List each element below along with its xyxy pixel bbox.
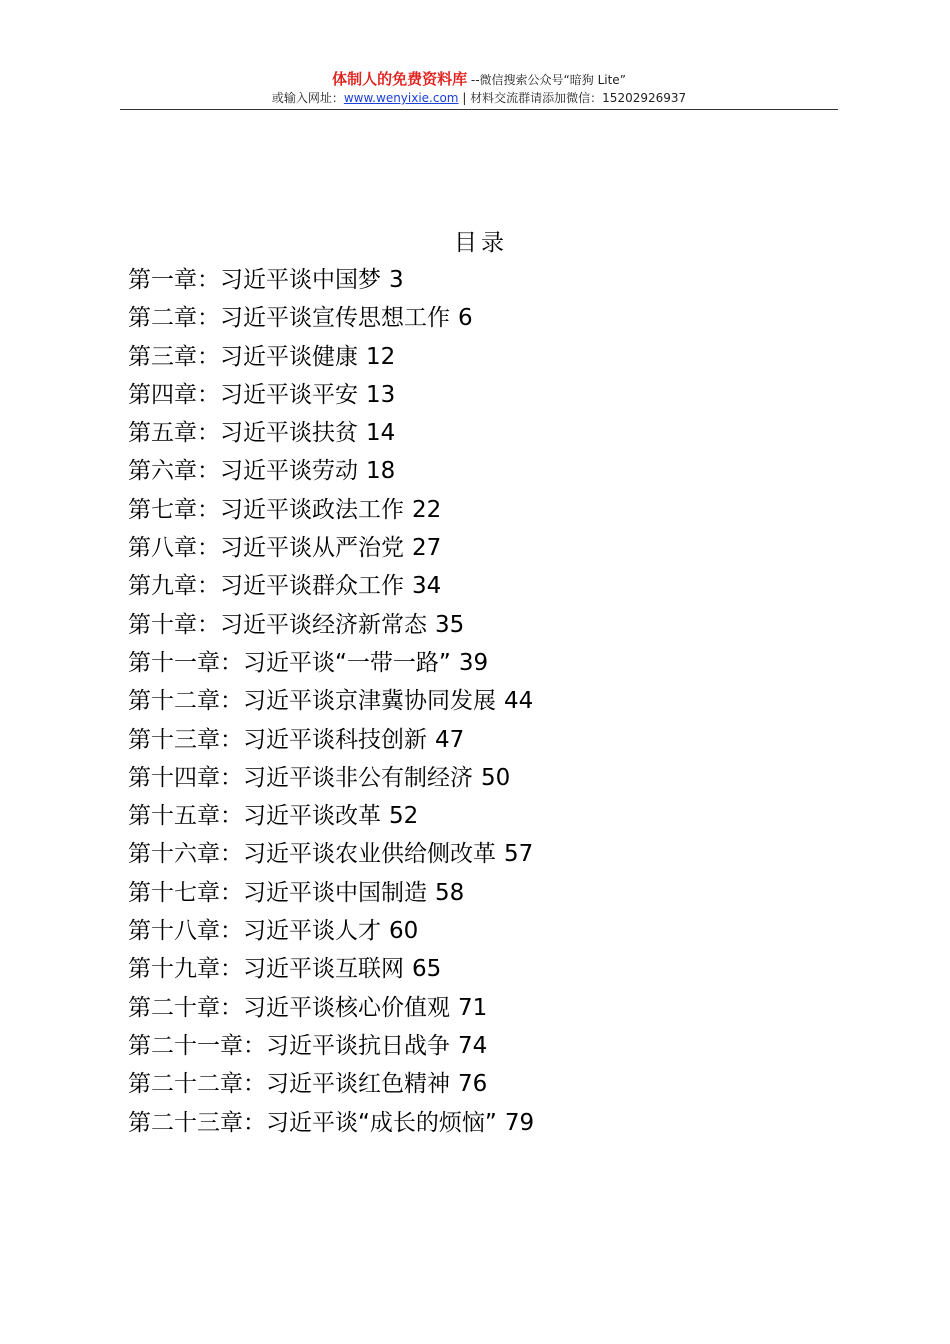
toc-page-number: 6 [458, 305, 473, 332]
toc-chapter-label: 第十六章：习近平谈农业供给侧改革 [128, 841, 496, 868]
toc-page-number: 12 [366, 343, 396, 370]
toc-title: 目录 [454, 230, 508, 256]
header-tagline: --微信搜索公众号“暗狗 Lite” [467, 73, 626, 87]
toc-chapter-label: 第二十章：习近平谈核心价值观 [128, 994, 450, 1021]
toc-item[interactable] [128, 835, 534, 873]
toc-item[interactable] [128, 721, 534, 759]
toc-page-number: 74 [458, 1032, 488, 1059]
toc-item[interactable] [128, 606, 534, 644]
toc-chapter-label: 第十章：习近平谈经济新常态 [128, 611, 427, 638]
toc-item[interactable] [128, 950, 534, 988]
toc-item[interactable] [128, 1027, 534, 1065]
toc-chapter-label: 第六章：习近平谈劳动 [128, 458, 358, 485]
toc-item[interactable] [128, 491, 534, 529]
toc-page-number: 27 [412, 535, 442, 562]
toc-page-number: 39 [458, 649, 489, 676]
page-header [120, 70, 838, 107]
toc-item[interactable] [128, 644, 534, 682]
toc-page-number: 44 [504, 688, 534, 715]
toc-item[interactable] [128, 414, 534, 452]
toc-item[interactable] [128, 682, 534, 720]
toc-page-number: 65 [412, 956, 442, 983]
toc-chapter-label: 第九章：习近平谈群众工作 [128, 573, 404, 600]
toc-chapter-label: 第一章：习近平谈中国梦 [128, 267, 381, 293]
toc-chapter-label: 第十五章：习近平谈改革 [128, 803, 381, 830]
toc-chapter-label: 第二十三章：习近平谈“成长的烦恼” [128, 1109, 497, 1136]
toc-chapter-label: 第十七章：习近平谈中国制造 [128, 879, 427, 906]
toc-chapter-label: 第七章：习近平谈政法工作 [128, 496, 404, 523]
toc-page-number: 18 [366, 458, 396, 485]
toc-item[interactable] [128, 452, 534, 490]
website-link[interactable]: www.wenyixie.com [343, 91, 459, 105]
header-line-2 [120, 90, 838, 107]
toc-chapter-label: 第三章：习近平谈健康 [128, 343, 358, 370]
toc-page-number: 22 [412, 496, 442, 523]
contact-text: | 材料交流群请添加微信：15202926937 [458, 91, 687, 105]
toc-chapter-label: 第二十二章：习近平谈红色精神 [128, 1071, 450, 1098]
toc-item[interactable] [128, 261, 534, 299]
toc-item[interactable] [128, 874, 534, 912]
toc-page-number: 71 [458, 994, 488, 1021]
toc-item[interactable] [128, 912, 534, 950]
toc-chapter-label: 第十四章：习近平谈非公有制经济 [128, 764, 473, 791]
toc-chapter-label: 第二十一章：习近平谈抗日战争 [128, 1032, 450, 1059]
toc-page-number: 35 [435, 611, 465, 638]
toc-item[interactable] [128, 989, 534, 1027]
toc-chapter-label: 第十一章：习近平谈“一带一路” [128, 649, 451, 676]
toc-page-number: 50 [481, 764, 511, 791]
toc-chapter-label: 第十九章：习近平谈互联网 [128, 956, 404, 983]
toc-list [128, 261, 534, 1142]
toc-page-number: 60 [389, 918, 419, 945]
toc-item[interactable] [128, 567, 534, 605]
toc-item[interactable] [128, 797, 534, 835]
toc-page-number: 52 [389, 803, 419, 830]
toc-chapter-label: 第十二章：习近平谈京津冀协同发展 [128, 688, 496, 715]
toc-page-number: 58 [435, 879, 465, 906]
header-line-1 [120, 70, 838, 90]
toc-page-number: 47 [435, 726, 465, 753]
toc-page-number: 57 [504, 841, 534, 868]
url-prefix: 或输入网址： [271, 91, 344, 105]
toc-chapter-label: 第八章：习近平谈从严治党 [128, 535, 404, 562]
toc-item[interactable] [128, 759, 534, 797]
toc-page-number: 76 [458, 1071, 488, 1098]
toc-chapter-label: 第四章：习近平谈平安 [128, 381, 358, 408]
toc-item[interactable] [128, 529, 534, 567]
header-divider [120, 109, 838, 110]
toc-item[interactable] [128, 299, 534, 337]
toc-item[interactable] [128, 376, 534, 414]
toc-chapter-label: 第十八章：习近平谈人才 [128, 918, 381, 945]
toc-item[interactable] [128, 338, 534, 376]
toc-page-number: 34 [412, 573, 442, 600]
toc-page-number: 3 [389, 267, 404, 293]
toc-item[interactable] [128, 1104, 534, 1142]
toc-page-number: 13 [366, 381, 396, 408]
toc-item[interactable] [128, 1065, 534, 1103]
toc-chapter-label: 第十三章：习近平谈科技创新 [128, 726, 427, 753]
toc-page-number: 79 [504, 1109, 535, 1136]
toc-chapter-label: 第五章：习近平谈扶贫 [128, 420, 358, 447]
toc-page-number: 14 [366, 420, 396, 447]
toc-chapter-label: 第二章：习近平谈宣传思想工作 [128, 305, 450, 332]
brand-title: 体制人的免费资料库 [332, 70, 468, 88]
